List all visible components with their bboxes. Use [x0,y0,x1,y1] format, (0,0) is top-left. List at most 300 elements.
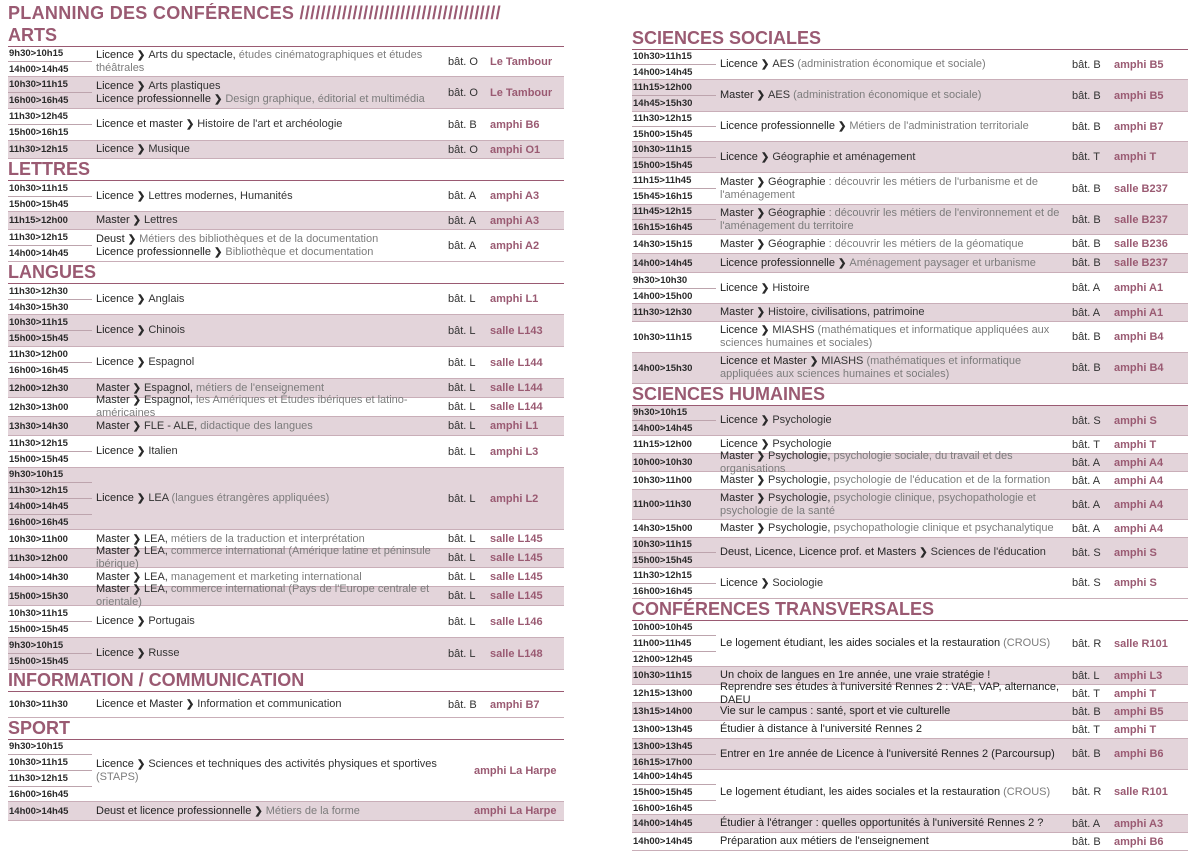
program-description [716,637,1072,650]
schedule-row [632,112,1188,142]
time-slot: 14h30>15h30 [9,301,69,313]
building: bât. A [1072,498,1101,511]
program-level: Licence [96,356,134,368]
section-title: INFORMATION / COMMUNICATION [8,670,564,692]
program-level: Master [720,175,754,188]
time-slots [8,77,92,108]
program-description [92,49,448,75]
program-detail: Métiers de la forme [265,804,360,817]
time-slot: 10h30>11h00 [633,475,692,486]
program-subject: Sciences de l'éducation [930,546,1046,558]
room: amphi B7 [490,698,540,711]
time-slots [8,141,92,158]
chevron-right-icon: ❯ [136,325,146,336]
time-slot: 15h00>15h45 [9,333,69,344]
room: amphi L3 [490,445,539,458]
room: amphi T [1114,151,1157,163]
program-detail: Aménagement paysager et urbanisme [849,256,1036,269]
room: amphi A4 [1114,474,1164,487]
time-slot: 10h30>11h15 [632,537,716,553]
room: amphi L1 [490,420,539,432]
program-description [92,233,448,259]
chevron-right-icon: ❯ [760,577,770,589]
program-level: Licence [720,324,758,336]
schedule-row [8,692,564,718]
time-slot: 16h00>16h45 [9,789,69,800]
program-level: Licence [96,79,134,92]
program-subject: FLE - ALE, [144,419,198,432]
schedule-row [632,235,1188,254]
section-title: SCIENCES HUMAINES [632,384,1188,406]
room: amphi B5 [1114,58,1164,71]
program-level: Licence [96,48,134,61]
program-level: Licence professionnelle [96,92,211,105]
building: bât. B [1072,705,1101,718]
program-description [92,293,448,306]
program-title: Étudier à l'étranger : quelles opportunités à l'université Rennes 2 ? [720,817,1044,829]
schedule-row [632,254,1188,273]
program-description [92,615,448,628]
program-detail: études cinématographiques et études théâtrales [96,48,423,74]
chevron-right-icon: ❯ [132,215,142,226]
schedule-row [632,353,1188,384]
time-slot: 11h30>12h30 [8,284,92,300]
building: bât. L [448,324,476,337]
room: amphi A1 [1114,306,1164,319]
chevron-right-icon: ❯ [760,415,770,426]
room: amphi O1 [490,143,541,156]
program-detail: : découvrir les métiers de l'environnement et de l'aménagement du territoire [720,206,1060,232]
program-detail: management et marketing international [167,570,362,583]
program-detail: psychologie sociale, du travail et des organisations [720,449,1013,475]
room: amphi B6 [490,118,540,131]
time-slot: 14h00>14h45 [8,499,92,515]
program-level: Licence professionnelle [720,120,835,132]
program-detail: Métiers de l'administration territoriale [849,120,1029,132]
program-description [92,583,448,609]
time-slots [8,568,92,586]
section-information-communication [8,670,564,718]
schedule-row [632,770,1188,815]
program-subject: LEA [148,492,169,504]
program-subject: Arts du spectacle, [148,48,236,61]
building: bât. A [448,239,477,252]
time-slot: 10h30>11h15 [8,315,92,331]
room: amphi A4 [1114,522,1164,535]
schedule-row [8,638,564,670]
program-description [716,705,1072,718]
program-detail: psychopathologie clinique et psychanalytique [830,522,1054,534]
chevron-right-icon: ❯ [919,547,928,558]
chevron-right-icon: ❯ [837,257,847,269]
program-level: Master [96,545,130,557]
left-column [8,0,564,821]
time-slot: 11h30>12h15 [8,230,92,246]
time-slot: 13h30>14h30 [9,420,69,432]
program-subject: Espagnol [148,356,195,368]
program-description [716,681,1072,707]
time-slot: 9h30>10h15 [8,46,92,62]
time-slots [632,739,716,769]
time-slot: 9h30>10h30 [632,273,716,289]
room: amphi A3 [1114,817,1164,830]
program-subject: LEA, [144,570,168,583]
program-description [92,758,474,784]
room: salle L148 [490,647,543,660]
program-level: Master [720,491,754,504]
program-description [716,450,1072,476]
schedule-row [632,490,1188,520]
time-slot: 13h00>13h45 [632,739,716,755]
room: amphi S [1114,546,1157,559]
program-description [92,533,448,546]
program-subject: MIASHS [821,355,864,367]
time-slots [8,692,92,717]
time-slots [632,721,716,738]
time-slot: 11h30>12h30 [633,307,692,318]
program-description [92,445,448,458]
program-description [716,492,1072,518]
program-description [716,355,1072,381]
schedule-row [632,621,1188,667]
chevron-right-icon: ❯ [760,439,770,450]
building: bât. B [1072,58,1101,71]
time-slot: 16h00>16h45 [9,95,69,106]
program-detail: didactique des langues [197,419,313,432]
room: amphi A4 [1114,456,1164,469]
schedule-row [8,347,564,379]
schedule-row [632,304,1188,322]
program-title: Étudier à distance à l'université Rennes 2 [720,723,923,735]
program-level: Licence professionnelle [720,256,835,269]
time-slot: 12h30>13h00 [9,401,69,413]
time-slot: 10h00>10h45 [632,620,716,636]
chevron-right-icon: ❯ [837,121,847,132]
chevron-right-icon: ❯ [185,119,195,130]
time-slots [632,667,716,684]
program-level: Master [720,474,754,486]
time-slot: 16h00>16h45 [633,802,693,814]
building: bât. B [1072,331,1101,343]
program-description [716,282,1072,295]
chevron-right-icon: ❯ [760,151,770,163]
time-slot: 9h30>10h15 [8,467,92,483]
building: bât. A [1072,817,1101,830]
chevron-right-icon: ❯ [136,80,146,92]
time-slot: 14h00>14h45 [632,769,716,785]
program-title: Vie sur le campus : santé, sport et vie culturelle [720,705,951,717]
program-subject: AES [772,58,795,70]
schedule-row [632,703,1188,721]
building: bât. B [1072,213,1101,226]
time-slot: 11h30>12h15 [632,111,716,127]
time-slot: 9h30>10h15 [632,405,716,421]
building: bât. L [448,356,476,369]
program-description [716,748,1072,761]
time-slot: 14h00>14h45 [9,248,69,259]
chevron-right-icon: ❯ [756,523,766,534]
program-subject: MIASHS [772,324,815,336]
building: bât. O [448,55,478,68]
program-detail: psychologie clinique, psychopathologie et psychologie de la santé [720,491,1036,517]
program-detail: commerce international (Amérique latine et péninsule ibérique) [96,545,431,570]
chevron-right-icon: ❯ [132,420,142,432]
room: salle L145 [490,571,543,583]
building: bât. L [1072,669,1100,682]
time-slots [8,468,92,529]
building: bât. B [1072,238,1101,250]
schedule-row [8,47,564,77]
program-description [716,835,1072,848]
program-level: Deust et licence professionnelle [96,804,252,817]
program-subject: Russe [148,647,180,659]
time-slot: 14h00>14h45 [9,64,69,75]
program-level: Master [96,394,130,406]
program-description [716,522,1072,535]
schedule-row [8,417,564,436]
program-subject: Sociologie [772,576,824,589]
program-subject: Psychologie, [768,449,831,462]
time-slot: 9h30>10h15 [8,739,92,755]
program-title: Reprendre ses études à l'université Rennes 2 : VAE, VAP, alternance, DAEU [720,680,1060,706]
program-description [716,723,1072,736]
program-detail: (CROUS) [1000,637,1051,649]
schedule-row [8,545,564,570]
section-title: CONFÉRENCES TRANSVERSALES [632,599,1188,621]
time-slot: 15h45>16h15 [633,191,693,202]
time-slot: 15h00>16h15 [9,127,69,138]
schedule-row [632,322,1188,353]
room: salle L143 [490,324,543,337]
program-subject: Géographie [768,237,826,250]
program-subject: Histoire, civilisations, patrimoine [768,306,925,318]
time-slot: 11h30>12h00 [8,347,92,363]
time-slot: 10h30>11h15 [8,181,92,197]
time-slot: 11h30>12h15 [8,771,92,787]
room: Le Tambour [490,86,553,99]
building: bât. O [448,143,478,156]
program-description [92,190,448,203]
time-slots [8,347,92,378]
program-description [716,577,1072,590]
time-slot: 16h00>16h45 [633,585,693,597]
time-slots [632,142,716,172]
time-slots [632,770,716,814]
time-slots [632,254,716,272]
chevron-right-icon: ❯ [132,382,142,394]
program-description [716,151,1072,164]
schedule-row [632,406,1188,436]
building: bât. S [1072,414,1101,427]
schedule-row [632,50,1188,80]
program-description [92,143,448,156]
time-slots [8,638,92,669]
program-level: Licence [96,445,134,457]
time-slots [8,315,92,346]
chevron-right-icon: ❯ [136,648,146,659]
room: salle B236 [1114,238,1168,250]
program-description [92,324,448,337]
chevron-right-icon: ❯ [136,190,146,202]
time-slots [632,815,716,832]
building: bât. S [1072,546,1101,559]
schedule-row [8,606,564,638]
program-description [716,120,1072,133]
time-slot: 14h30>15h15 [633,238,693,250]
time-slots [8,802,92,820]
building: bât. T [1072,723,1100,736]
room: amphi L1 [490,293,539,305]
building: bât. B [1072,182,1101,195]
time-slots [8,284,92,314]
schedule-row [632,449,1188,475]
time-slot: 11h15>11h45 [632,173,716,189]
program-level: Licence [720,576,758,589]
time-slot: 11h00>11h45 [632,636,716,652]
building: bât. B [1072,835,1101,848]
schedule-row [8,284,564,315]
program-detail: les Amériques et Études ibériques et latino-américaines [96,394,408,419]
schedule-row [632,273,1188,304]
program-level: Master [96,381,130,394]
chevron-right-icon: ❯ [756,238,766,250]
schedule-row [8,77,564,109]
time-slots [632,205,716,234]
program-level: Licence et Master [96,698,183,710]
schedule-row [8,468,564,530]
chevron-right-icon: ❯ [136,493,146,504]
program-level: Licence [720,281,758,294]
schedule-row [8,315,564,347]
program-detail: (mathématiques et informatique appliquées aux sciences humaines et sociales) [720,324,1050,349]
section-arts [8,25,564,159]
schedule-row [632,80,1188,112]
room: amphi B6 [1114,748,1164,760]
building: bât. L [448,647,476,660]
time-slots [632,472,716,489]
time-slots [8,212,92,229]
program-level: Master [96,532,130,545]
program-subject: Histoire de l'art et archéologie [197,118,343,130]
building: bât. L [448,382,476,394]
program-level: Licence [720,438,758,450]
program-subject: Lettres modernes, Humanités [148,189,293,202]
schedule-row [632,538,1188,568]
program-detail: : découvrir les métiers de la géomatique [825,237,1024,250]
chevron-right-icon: ❯ [213,93,223,105]
time-slots [632,112,716,141]
program-subject: Psychologie [772,438,832,450]
program-subject: AES [768,89,791,101]
time-slots [632,304,716,321]
program-detail: métiers de l'enseignement [192,381,325,394]
time-slots [8,530,92,548]
program-subject: Histoire [772,281,810,294]
time-slot: 15h00>15h30 [9,590,69,602]
chevron-right-icon: ❯ [760,282,770,294]
program-detail: (administration économique et sociale) [794,58,986,70]
time-slot: 14h00>14h45 [633,257,693,269]
time-slots [632,490,716,519]
program-detail: Métiers des bibliothèques et de la documentation [139,232,379,245]
chevron-right-icon: ❯ [756,492,766,504]
time-slot: 10h30>11h30 [9,699,68,710]
program-subject: Espagnol, [144,394,193,406]
program-level: Licence [96,647,134,659]
schedule-row [8,212,564,230]
program-subject: Chinois [148,324,185,336]
program-detail: (STAPS) [96,770,139,783]
schedule-row [632,680,1188,706]
program-level: Licence [720,58,758,70]
room: amphi L2 [490,492,539,505]
room: salle L144 [490,356,543,369]
program-level: Deust, Licence, Licence prof. et Masters [720,546,917,558]
time-slots [8,436,92,467]
building: bât. S [1072,577,1101,589]
program-subject: Musique [148,143,190,155]
building: bât. L [448,590,476,602]
program-description [716,306,1072,319]
time-slots [8,109,92,140]
program-level: Master [96,570,130,583]
building: bât. A [1072,282,1101,294]
time-slot: 10h30>11h15 [633,331,692,343]
time-slot: 14h45>15h30 [633,98,693,109]
chevron-right-icon: ❯ [760,59,770,70]
time-slot: 13h00>13h45 [633,724,693,735]
program-description [92,394,448,420]
chevron-right-icon: ❯ [136,144,146,155]
time-slot: 13h15>14h00 [633,706,693,717]
building: bât. B [1072,257,1101,269]
room: amphi A2 [490,239,540,252]
program-level: Licence [96,324,134,336]
building: bât. O [448,86,478,99]
program-title: Le logement étudiant, les aides sociales et la restauration [720,637,1001,649]
program-description [716,176,1072,202]
time-slot: 14h00>14h45 [633,67,693,78]
time-slot: 15h00>15h45 [9,624,69,635]
time-slot: 11h15>12h00 [633,439,692,450]
room: Le Tambour [490,55,553,68]
schedule-row [632,721,1188,739]
time-slots [632,703,716,720]
time-slot: 15h00>15h45 [632,785,716,801]
building: bât. L [448,571,476,583]
program-subject: Géographie [768,175,826,188]
room: salle L146 [490,615,543,628]
chevron-right-icon: ❯ [756,475,766,486]
section-lettres [8,159,564,262]
time-slots [632,568,716,598]
program-subject: Anglais [148,292,185,305]
time-slot: 11h30>12h15 [8,436,92,452]
time-slot: 11h30>12h15 [632,568,716,584]
chevron-right-icon: ❯ [127,233,137,245]
time-slot: 15h00>15h45 [633,555,693,566]
schedule-row [8,230,564,262]
time-slots [8,587,92,605]
room: amphi T [1114,723,1157,736]
building: bât. B [1072,748,1101,760]
building: bât. A [1072,474,1101,487]
room: amphi B7 [1114,120,1164,133]
room: amphi B6 [1114,835,1164,848]
section-title: SPORT [8,718,564,740]
time-slots [632,621,716,666]
chevron-right-icon: ❯ [136,616,146,627]
